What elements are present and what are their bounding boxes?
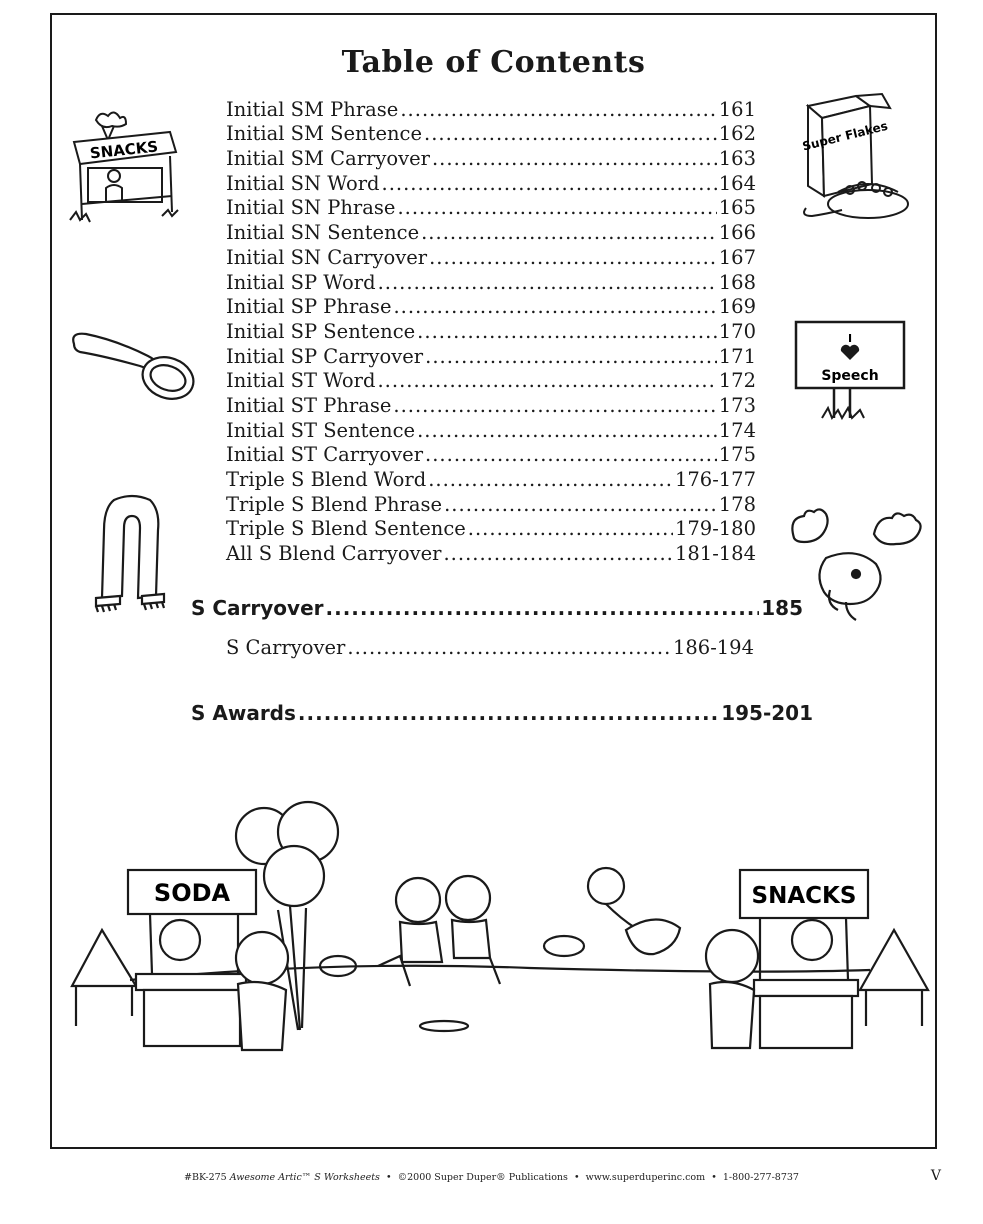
toc-entry-label: Initial SP Carryover [226,344,424,368]
toc-entry[interactable] [226,466,756,491]
cereal-box-icon [798,92,916,226]
toc-entry-label: Initial SN Carryover [226,245,428,269]
toc-list [226,96,756,565]
toc-entry[interactable] [226,244,756,269]
toc-entry-page: 176-177 [674,468,756,491]
i-love-speech-sign-icon [792,318,910,426]
toc-entry-label: Initial SM Phrase [226,97,399,121]
toc-entry-page: 166 [718,221,756,245]
toc-section-s-carryover[interactable] [191,596,803,620]
snacks-sign-text: SNACKS [89,137,159,163]
toc-entry[interactable] [226,170,756,195]
toc-entry[interactable] [226,219,756,244]
toc-entry-page: 173 [718,393,756,417]
toc-entry-page: 162 [718,122,756,146]
snack-stand-icon [66,108,194,230]
sub-page: 186-194 [672,636,754,659]
footer: #BK-275 Awesome Artic™ S Worksheets • ©2000 Super Duper® Publications • www.superduperinc.com • 1-800-277-8737 [184,1172,799,1183]
toc-entry-page: 164 [718,171,756,195]
toc-entry-label: Initial ST Phrase [226,393,392,417]
toc-entry[interactable] [226,516,756,541]
section-label: S Awards [191,701,296,725]
toc-entry[interactable] [226,145,756,170]
toc-entry-page: 168 [718,270,756,294]
toc-entry-page: 161 [718,97,756,121]
footer-url[interactable]: www.superduperinc.com [585,1172,706,1183]
toc-entry[interactable] [226,392,756,417]
toc-entry-label: Initial SN Phrase [226,196,396,220]
toc-entry-label: Initial SN Word [226,171,380,195]
toc-entry-page: 169 [718,295,756,319]
fair-scene-illustration [70,790,930,1080]
page-title: Table of Contents [341,45,646,80]
toc-entry[interactable] [226,195,756,220]
snacks-big-sign-text: SNACKS [751,883,857,909]
toc-section-s-awards[interactable] [191,701,813,725]
toc-entry[interactable] [226,121,756,146]
sub-label: S Carryover [226,636,346,659]
toc-entry-label: Triple S Blend Phrase [226,492,443,516]
footer-book-title: Awesome Artic™ S Worksheets [229,1172,380,1183]
toc-entry-page: 172 [718,369,756,393]
cereal-box-text: Super Flakes [800,118,890,154]
toc-entry-label: Initial SP Phrase [226,295,392,319]
moose-icon [786,508,928,632]
toc-entry-page: 181-184 [674,542,756,566]
toc-entry[interactable] [226,368,756,393]
toc-sub-s-carryover[interactable] [226,636,754,659]
toc-entry-page: 171 [718,344,756,368]
scarf-icon [84,490,180,620]
toc-entry-label: Initial SN Sentence [226,221,420,245]
toc-entry-page: 178 [718,492,756,516]
toc-entry-label: Initial SM Carryover [226,147,430,171]
toc-entry-label: All S Blend Carryover [226,542,442,566]
toc-entry-label: Initial ST Word [226,369,376,393]
footer-copyright: ©2000 Super Duper® Publications [397,1172,568,1183]
toc-entry-page: 165 [718,196,756,220]
toc-entry-page: 163 [718,147,756,171]
toc-entry[interactable] [226,540,756,565]
toc-entry[interactable] [226,343,756,368]
toc-entry-page: 167 [718,245,756,269]
soda-sign-text: SODA [153,879,231,907]
toc-entry[interactable] [226,318,756,343]
toc-entry-label: Initial SP Sentence [226,319,416,343]
toc-entry[interactable] [226,96,756,121]
toc-entry-label: Initial SM Sentence [226,122,423,146]
toc-entry-label: Initial SP Word [226,270,376,294]
toc-entry-page: 174 [718,418,756,442]
toc-entry[interactable] [226,269,756,294]
toc-entry-page: 170 [718,319,756,343]
sign-i-text: I [847,332,853,345]
toc-entry[interactable] [226,417,756,442]
footer-phone: 1-800-277-8737 [722,1172,799,1183]
toc-entry-label: Initial ST Carryover [226,443,424,467]
toc-entry[interactable] [226,491,756,516]
section-page: 185 [761,596,803,620]
toc-entry-label: Triple S Blend Word [226,468,427,491]
toc-entry-page: 175 [718,443,756,467]
toc-entry-label: Triple S Blend Sentence [226,517,466,541]
footer-code: #BK-275 [184,1172,227,1183]
spoon-icon [68,328,198,406]
toc-entry[interactable] [226,294,756,319]
page-number: V [930,1168,941,1184]
toc-entry[interactable] [226,442,756,467]
section-label: S Carryover [191,596,324,620]
toc-entry-label: Initial ST Sentence [226,418,416,442]
toc-entry-page: 179-180 [674,517,756,541]
section-page: 195-201 [721,701,813,725]
sign-speech-text: Speech [821,368,879,384]
